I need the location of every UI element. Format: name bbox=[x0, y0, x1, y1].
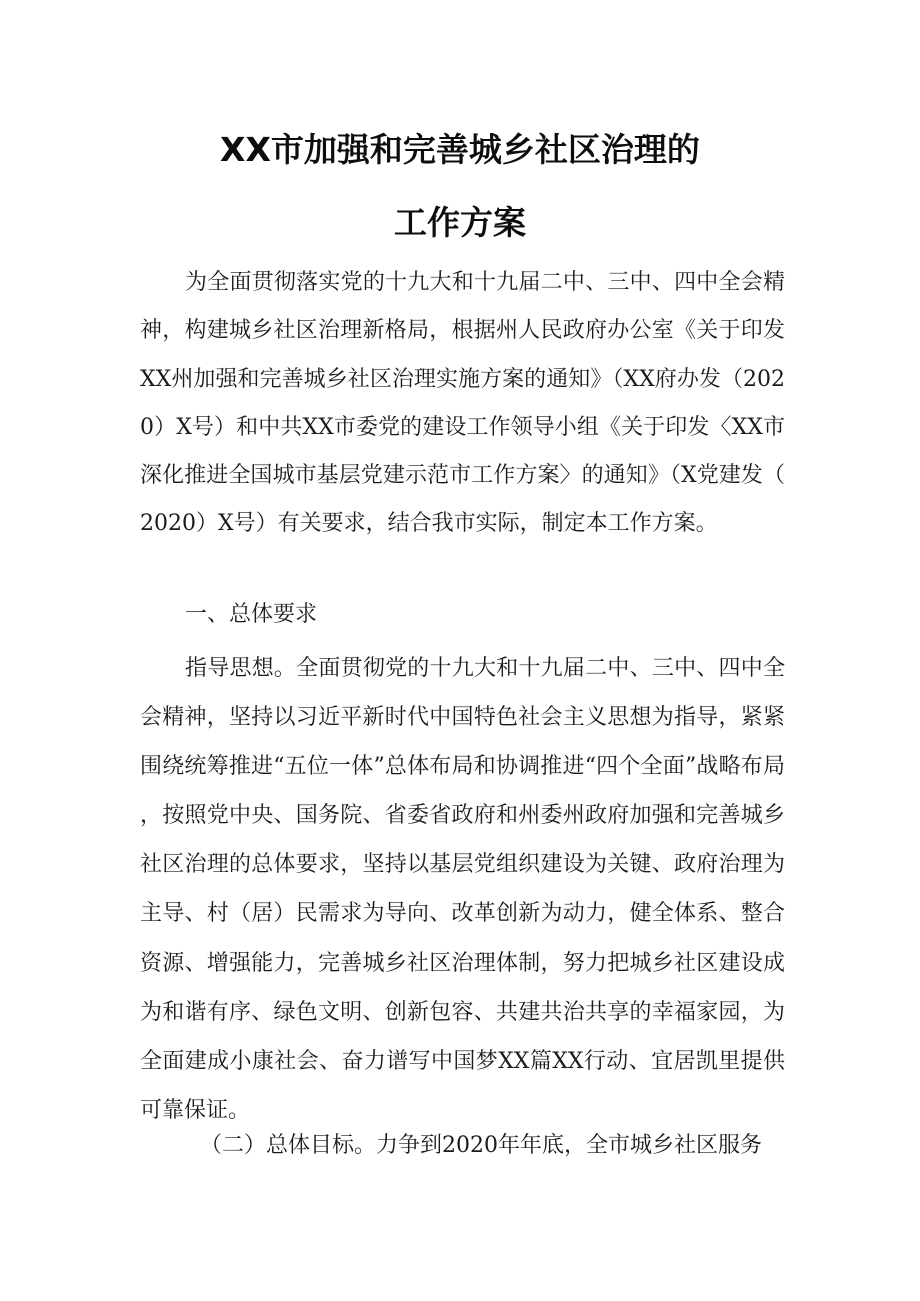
document-title-line-2: 工作方案 bbox=[394, 203, 526, 242]
overall-goal-paragraph: （二）总体目标。力争到2020年年底，全市城乡社区服务 bbox=[200, 1133, 762, 1158]
section-heading-general-requirements: 一、总体要求 bbox=[185, 602, 318, 627]
guiding-ideology-paragraph: 指导思想。全面贯彻党的十九大和十九届二中、三中、四中全会精神，坚持以习近平新时代中国特色社会主义思想为指导，紧紧围绕统筹推进“五位一体”总体布局和协调推进“四个全面”战略布局，按照党中央、国务院、省委省政府和州委州政府加强和完善城乡社区治理的总体要求，坚持以基层党组织建设为关键、政府治理为主导、村（居）民需求为导向、改革创新为动力，健全体系、整合资源、增强能力，完善城乡社区治理体制，努力把城乡社区建设成为和谐有序、绿色文明、创新包容、共建共治共享的幸福家园，为全面建成小康社会、奋力谱写中国梦XX篇XX行动、宜居凯里提供可靠保证。 bbox=[140, 656, 785, 1123]
intro-paragraph: 为全面贯彻落实党的十九大和十九届二中、三中、四中全会精神，构建城乡社区治理新格局，根据州人民政府办公室《关于印发XX州加强和完善城乡社区治理实施方案的通知》（XX府办发（2020）X号）和中共XX市委党的建设工作领导小组《关于印发〈XX市深化推进全国城市基层党建示范市工作方案〉的通知》（X党建发（2020）X号）有关要求，结合我市实际，制定本工作方案。 bbox=[140, 270, 785, 537]
document-title-line-1: XX市加强和完善城乡社区治理的 bbox=[220, 130, 700, 169]
